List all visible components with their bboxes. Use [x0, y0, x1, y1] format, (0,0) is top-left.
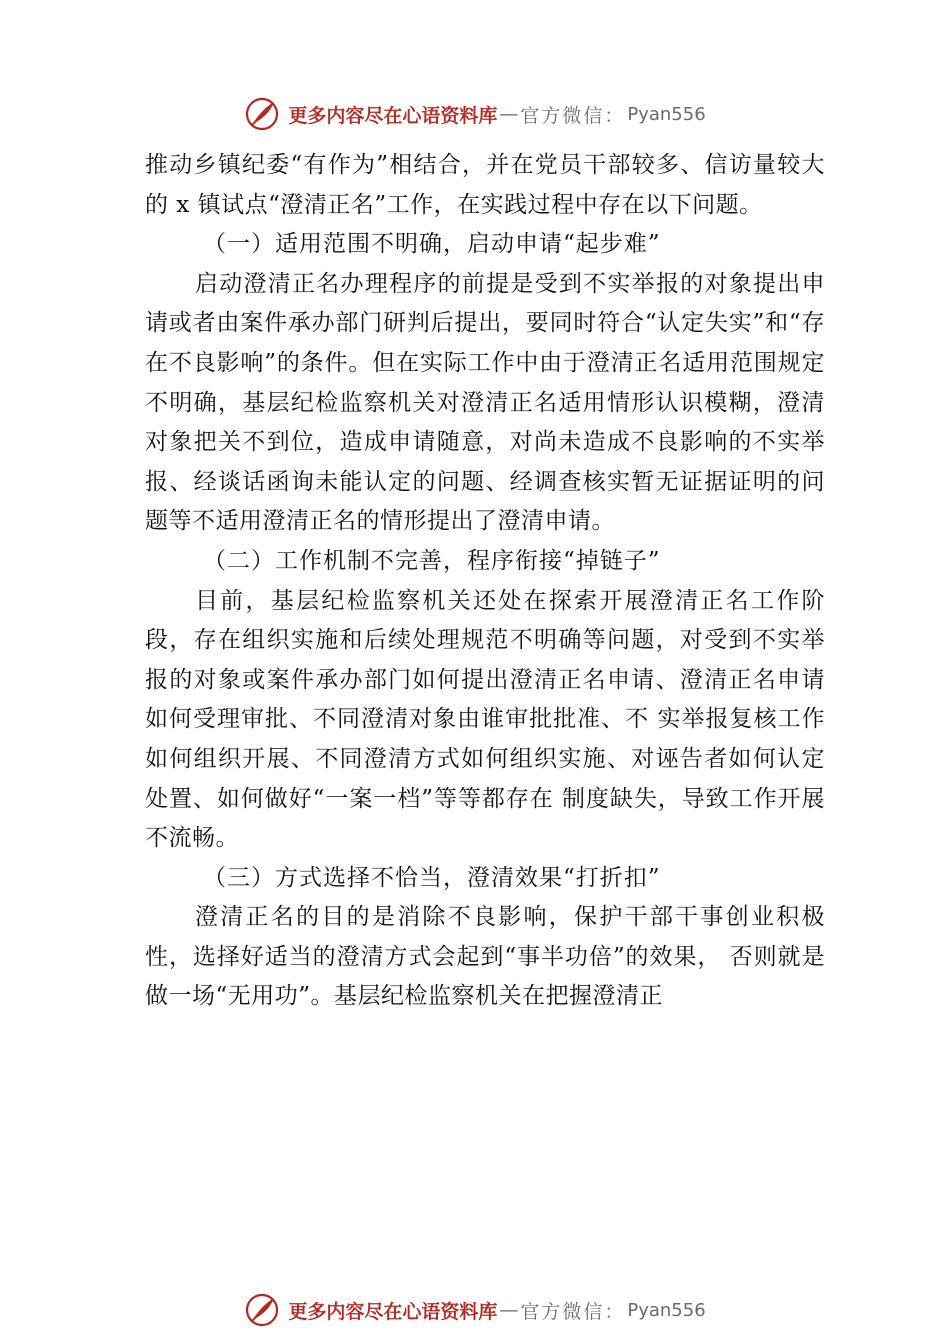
- quill-logo-icon: [244, 1292, 280, 1328]
- section-heading-2: （二）工作机制不完善，程序衔接“掉链子”: [203, 547, 661, 574]
- footer-wechat-id: Pyan556: [627, 1299, 706, 1321]
- footer-wechat-label: 官方微信：: [520, 1300, 626, 1323]
- document-body: [145, 146, 825, 1017]
- paragraph-intro: 推动乡镇纪委“有作为”相结合，并在党员干部较多、信访量较大的 x 镇试点“澄清正名”工作，在实践过程中存在以下问题。: [145, 152, 825, 218]
- paragraph-section-3: 澄清正名的目的是消除不良影响，保护干部干事创业积极性，选择好适当的澄清方式会起到“事半功倍”的效果， 否则就是做一场“无用功”。基层纪检监察机关在把握澄清正: [145, 904, 825, 1010]
- paragraph-section-2: 目前，基层纪检监察机关还处在探索开展澄清正名工作阶段，存在组织实施和后续处理规范不明确等问题，对受到不实举报的对象或案件承办部门如何提出澄清正名申请、澄清正名申请如何受理审批、不同澄清对象由谁审批批准、不 实举报复核工作如何组织开展、不同澄清方式如何组织实施、对诬告者如何认定处置、如何做好“一案一档”等等都存在 制度缺失，导致工作开展不流畅。: [145, 587, 825, 852]
- footer-dash: —: [499, 1299, 519, 1321]
- header-banner: [0, 96, 950, 132]
- quill-logo-icon: [244, 96, 280, 132]
- footer-brand-text: 更多内容尽在心语资料库: [288, 1300, 498, 1323]
- section-heading-3: （三）方式选择不恰当，澄清效果“打折扣”: [203, 864, 661, 891]
- paragraph-section-1: 启动澄清正名办理程序的前提是受到不实举报的对象提出申请或者由案件承办部门研判后提出，要同时符合“认定失实”和“存在不良影响”的条件。但在实际工作中由于澄清正名适用范围规定不明确，基层纪检监察机关对澄清正名适用情形认识模糊，澄清对象把关不到位，造成申请随意，对尚未造成不良影响的不实举报、经谈话函询未能认定的问题、经调查核实暂无证据证明的问题等不适用澄清正名的情形提出了澄清申请。: [145, 270, 825, 535]
- header-dash: —: [499, 103, 519, 125]
- footer-banner: [0, 1292, 950, 1328]
- header-wechat-id: Pyan556: [627, 103, 706, 125]
- header-brand-text: 更多内容尽在心语资料库: [288, 104, 498, 127]
- section-heading-1: （一）适用范围不明确，启动申请“起步难”: [203, 231, 661, 258]
- header-wechat-label: 官方微信：: [520, 104, 626, 127]
